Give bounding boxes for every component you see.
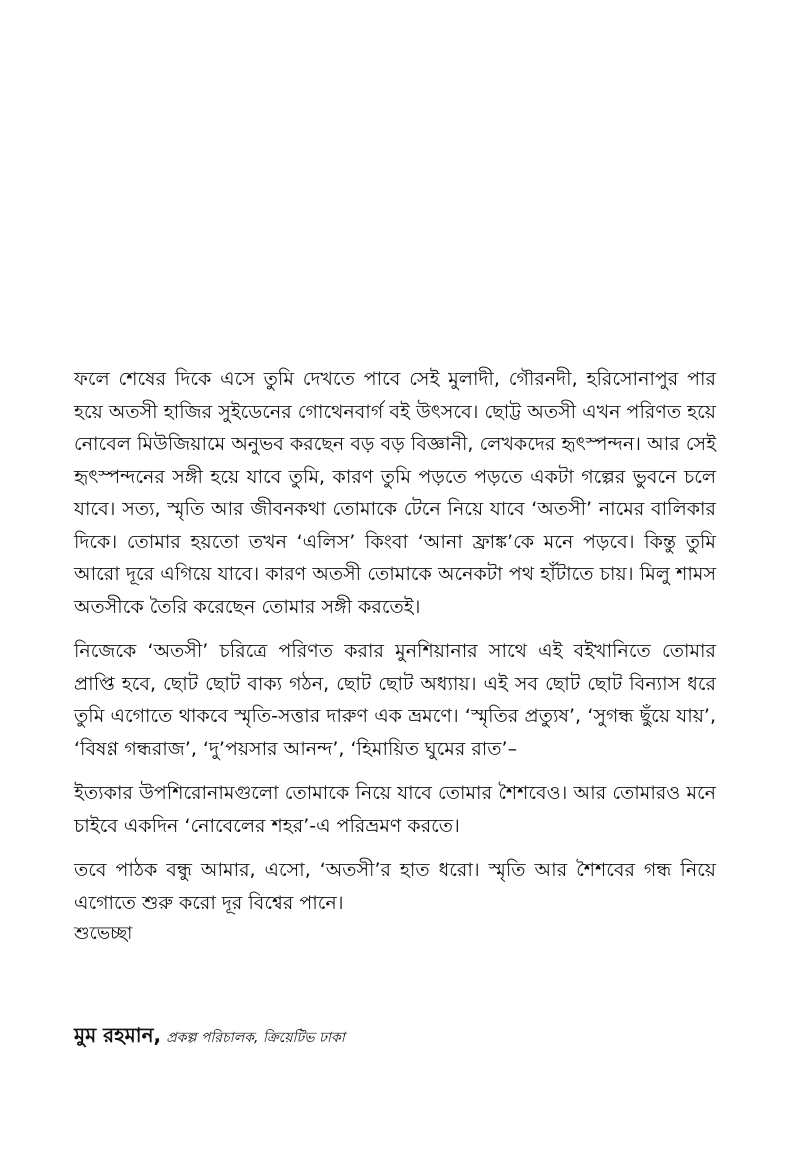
greeting: শুভেচ্ছা — [74, 923, 133, 944]
paragraph-2: নিজেকে ‘অতসী’ চরিত্রে পরিণত করার মুনশিয়ানার সাথে এই বইখানিতে তোমার প্রাপ্তি হবে, ছোট ছোট বাক্য গঠন, ছোট ছোট অধ্যায়। এই সব ছোট ছোট বিন্যাস ধরে তুমি এগোতে থাকবে স্মৃতি-সত্তার দারুণ এক ভ্রমণে। ‘স্মৃতির প্রত্যুষ’, ‘সুগন্ধ ছুঁয়ে যায়’, ‘বিষণ্ণ গন্ধরাজ’, ‘দু’পয়সার আনন্দ’, ‘হিমায়িত ঘুমের রাত’– — [74, 640, 716, 760]
signature — [74, 1021, 716, 1054]
signature-role: প্রকল্প পরিচালক, ক্রিয়েটিভ ঢাকা — [166, 1030, 345, 1046]
paragraph-4: তবে পাঠক বন্ধু আমার, এসো, ‘অতসী’র হাত ধরো। স্মৃতি আর শৈশবের গন্ধ নিয়ে এগোতে শুরু করো দূর বিশ্বের পানে। — [74, 859, 716, 914]
signature-name: মুম রহমান, — [74, 1023, 162, 1047]
document-body — [74, 363, 716, 949]
paragraph-3: ইত্যকার উপশিরোনামগুলো তোমাকে নিয়ে যাবে তোমার শৈশবেও। আর তোমারও মনে চাইবে একদিন ‘নোবেলের শহর’-এ পরিভ্রমণ করতে। — [74, 782, 716, 837]
paragraph-1: ফলে শেষের দিকে এসে তুমি দেখতে পাবে সেই মুলাদী, গৌরনদী, হরিসোনাপুর পার হয়ে অতসী হাজির সুইডেনের গোথেনবার্গ বই উৎসবে। ছোট্ট অতসী এখন পরিণত হয়ে নোবেল মিউজিয়ামে অনুভব করছেন বড় বড় বিজ্ঞানী, লেখকদের হৃৎস্পন্দন। আর সেই হৃৎস্পন্দনের সঙ্গী হয়ে যাবে তুমি, কারণ তুমি পড়তে পড়তে একটা গল্পের ভুবনে চলে যাবে। সত্য, স্মৃতি আর জীবনকথা তোমাকে টেনে নিয়ে যাবে ‘অতসী’ নামের বালিকার দিকে। তোমার হয়তো তখন ‘এলিস’ কিংবা ‘আনা ফ্রাঙ্ক’কে মনে পড়বে। কিন্তু তুমি আরো দূরে এগিয়ে যাবে। কারণ অতসী তোমাকে অনেকটা পথ হাঁটাতে চায়। মিলু শামস অতসীকে তৈরি করেছেন তোমার সঙ্গী করতেই। — [74, 368, 716, 618]
